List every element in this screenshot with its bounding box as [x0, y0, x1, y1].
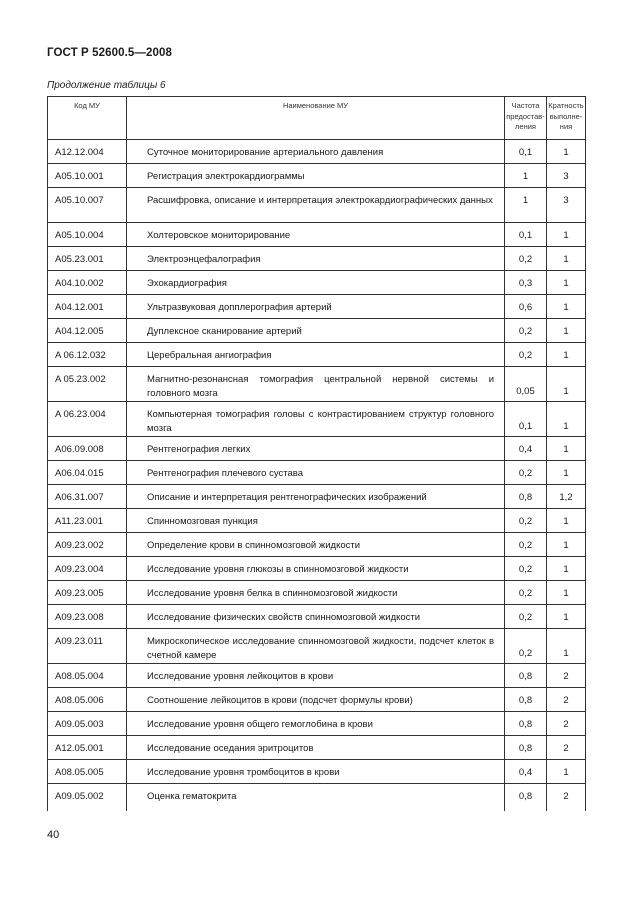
- cell-code: A08.05.005: [48, 760, 127, 784]
- cell-code: A04.12.005: [48, 319, 127, 343]
- cell-frequency: 0,4: [505, 437, 547, 461]
- cell-multiplicity: 1: [547, 629, 586, 664]
- cell-frequency: 0,2: [505, 319, 547, 343]
- cell-frequency: 0,05: [505, 367, 547, 402]
- cell-code: A 05.23.002: [48, 367, 127, 402]
- cell-name: Исследование уровня глюкозы в спинномозговой жидкости: [127, 557, 505, 581]
- column-header-frequency: Частота предостав-ления: [505, 97, 547, 140]
- cell-name: Расшифровка, описание и интерпретация электрокардиографических данных: [127, 188, 505, 223]
- cell-frequency: 0,2: [505, 461, 547, 485]
- cell-name: Суточное мониторирование артериального давления: [127, 140, 505, 164]
- table-row: [48, 485, 586, 509]
- table-row: [48, 736, 586, 760]
- cell-code: A 06.23.004: [48, 402, 127, 437]
- cell-multiplicity: 2: [547, 688, 586, 712]
- cell-multiplicity: 1: [547, 271, 586, 295]
- cell-frequency: 0,2: [505, 343, 547, 367]
- cell-name: Спинномозговая пункция: [127, 509, 505, 533]
- cell-code: A09.23.005: [48, 581, 127, 605]
- cell-name: Ультразвуковая допплерография артерий: [127, 295, 505, 319]
- cell-code: A04.10.002: [48, 271, 127, 295]
- cell-code: A06.09.008: [48, 437, 127, 461]
- cell-name: Электроэнцефалография: [127, 247, 505, 271]
- column-header-multiplicity: Кратность выполне-ния: [547, 97, 586, 140]
- cell-multiplicity: 1,2: [547, 485, 586, 509]
- cell-name: Исследование уровня белка в спинномозговой жидкости: [127, 581, 505, 605]
- cell-multiplicity: 2: [547, 712, 586, 736]
- table-row: [48, 319, 586, 343]
- cell-frequency: 0,8: [505, 688, 547, 712]
- cell-name: Эхокардиография: [127, 271, 505, 295]
- document-header: ГОСТ Р 52600.5—2008: [47, 47, 172, 59]
- cell-code: A05.23.001: [48, 247, 127, 271]
- cell-multiplicity: 1: [547, 319, 586, 343]
- cell-code: A08.05.006: [48, 688, 127, 712]
- cell-multiplicity: 1: [547, 557, 586, 581]
- table-row: [48, 367, 586, 402]
- cell-multiplicity: 1: [547, 605, 586, 629]
- table-body: [48, 140, 586, 811]
- cell-name: Исследование уровня общего гемоглобина в крови: [127, 712, 505, 736]
- cell-multiplicity: 1: [547, 295, 586, 319]
- cell-multiplicity: 1: [547, 581, 586, 605]
- cell-name: Исследование физических свойств спинномозговой жидкости: [127, 605, 505, 629]
- cell-name: Церебральная ангиография: [127, 343, 505, 367]
- cell-frequency: 0,2: [505, 605, 547, 629]
- cell-code: A09.23.008: [48, 605, 127, 629]
- cell-multiplicity: 1: [547, 461, 586, 485]
- cell-frequency: 0,1: [505, 140, 547, 164]
- cell-frequency: 0,4: [505, 760, 547, 784]
- table-row: [48, 581, 586, 605]
- table-row: [48, 533, 586, 557]
- cell-name: Исследование уровня лейкоцитов в крови: [127, 664, 505, 688]
- cell-name: Определение крови в спинномозговой жидкости: [127, 533, 505, 557]
- cell-code: A09.23.011: [48, 629, 127, 664]
- cell-multiplicity: 1: [547, 140, 586, 164]
- cell-frequency: 0,1: [505, 223, 547, 247]
- cell-frequency: 0,8: [505, 485, 547, 509]
- cell-frequency: 0,2: [505, 629, 547, 664]
- column-header-name: Наименование МУ: [127, 97, 505, 140]
- table-row: [48, 629, 586, 664]
- cell-frequency: 1: [505, 188, 547, 223]
- cell-name: Компьютерная томография головы с контрастированием структур головного мозга: [127, 402, 505, 437]
- table-row: [48, 188, 586, 223]
- cell-multiplicity: 2: [547, 736, 586, 760]
- cell-frequency: 0,8: [505, 664, 547, 688]
- cell-multiplicity: 1: [547, 509, 586, 533]
- cell-code: A12.05.001: [48, 736, 127, 760]
- table-row: [48, 343, 586, 367]
- table-row: [48, 402, 586, 437]
- cell-frequency: 0,2: [505, 247, 547, 271]
- cell-name: Исследование уровня тромбоцитов в крови: [127, 760, 505, 784]
- cell-frequency: 0,2: [505, 581, 547, 605]
- cell-code: A09.05.003: [48, 712, 127, 736]
- table-row: [48, 784, 586, 811]
- cell-code: A06.04.015: [48, 461, 127, 485]
- table-row: [48, 760, 586, 784]
- cell-name: Холтеровское мониторирование: [127, 223, 505, 247]
- cell-code: A05.10.007: [48, 188, 127, 223]
- table-row: [48, 271, 586, 295]
- table-row: [48, 688, 586, 712]
- cell-name: Магнитно-резонансная томография центральной нервной системы и головного мозга: [127, 367, 505, 402]
- table-header-row: [48, 97, 586, 140]
- cell-name: Микроскопическое исследование спинномозговой жидкости, подсчет клеток в счетной камере: [127, 629, 505, 664]
- page-number: 40: [47, 829, 60, 841]
- cell-name: Соотношение лейкоцитов в крови (подсчет формулы крови): [127, 688, 505, 712]
- cell-multiplicity: 3: [547, 188, 586, 223]
- column-header-code: Код МУ: [48, 97, 127, 140]
- table-row: [48, 509, 586, 533]
- table-row: [48, 223, 586, 247]
- table-row: [48, 295, 586, 319]
- cell-code: A09.23.002: [48, 533, 127, 557]
- table-row: [48, 605, 586, 629]
- cell-frequency: 0,3: [505, 271, 547, 295]
- cell-name: Исследование оседания эритроцитов: [127, 736, 505, 760]
- cell-multiplicity: 1: [547, 437, 586, 461]
- cell-multiplicity: 1: [547, 247, 586, 271]
- table-row: [48, 164, 586, 188]
- cell-code: A 06.12.032: [48, 343, 127, 367]
- cell-frequency: 0,2: [505, 557, 547, 581]
- cell-code: A09.05.002: [48, 784, 127, 811]
- cell-multiplicity: 1: [547, 223, 586, 247]
- table-row: [48, 461, 586, 485]
- table-row: [48, 557, 586, 581]
- cell-frequency: 0,1: [505, 402, 547, 437]
- cell-name: Описание и интерпретация рентгенографических изображений: [127, 485, 505, 509]
- cell-multiplicity: 1: [547, 367, 586, 402]
- table-caption: Продолжение таблицы 6: [47, 80, 166, 91]
- cell-frequency: 1: [505, 164, 547, 188]
- cell-code: A04.12.001: [48, 295, 127, 319]
- cell-name: Дуплексное сканирование артерий: [127, 319, 505, 343]
- cell-frequency: 0,8: [505, 784, 547, 811]
- cell-multiplicity: 2: [547, 784, 586, 811]
- cell-name: Регистрация электрокардиограммы: [127, 164, 505, 188]
- cell-multiplicity: 1: [547, 533, 586, 557]
- cell-name: Рентгенография плечевого сустава: [127, 461, 505, 485]
- cell-code: A05.10.004: [48, 223, 127, 247]
- cell-frequency: 0,2: [505, 509, 547, 533]
- cell-code: A06.31.007: [48, 485, 127, 509]
- cell-code: A05.10.001: [48, 164, 127, 188]
- cell-multiplicity: 1: [547, 760, 586, 784]
- table-row: [48, 664, 586, 688]
- cell-multiplicity: 2: [547, 664, 586, 688]
- cell-name: Рентгенография легких: [127, 437, 505, 461]
- cell-multiplicity: 1: [547, 343, 586, 367]
- table-row: [48, 247, 586, 271]
- table-row: [48, 140, 586, 164]
- cell-code: A09.23.004: [48, 557, 127, 581]
- cell-multiplicity: 1: [547, 402, 586, 437]
- cell-multiplicity: 3: [547, 164, 586, 188]
- cell-code: A12.12.004: [48, 140, 127, 164]
- cell-name: Оценка гематокрита: [127, 784, 505, 811]
- table-row: [48, 712, 586, 736]
- cell-frequency: 0,8: [505, 712, 547, 736]
- table-row: [48, 437, 586, 461]
- cell-frequency: 0,6: [505, 295, 547, 319]
- services-table: [47, 96, 586, 811]
- cell-code: A08.05.004: [48, 664, 127, 688]
- cell-frequency: 0,8: [505, 736, 547, 760]
- cell-code: A11.23.001: [48, 509, 127, 533]
- cell-frequency: 0,2: [505, 533, 547, 557]
